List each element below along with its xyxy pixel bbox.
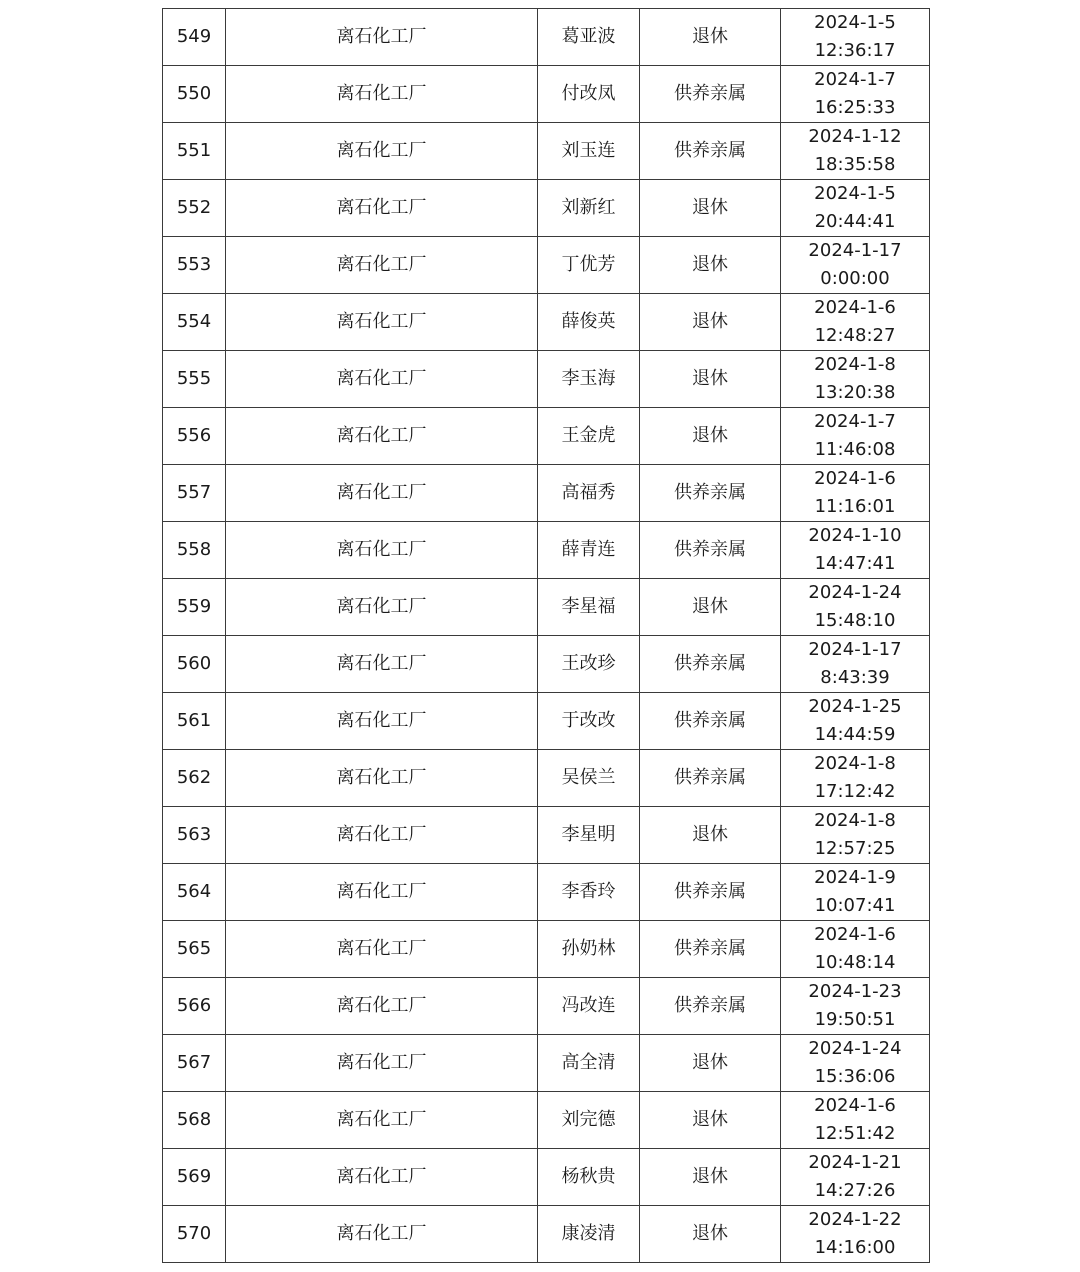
datetime-cell (781, 864, 930, 921)
type-cell: 供养亲属 (640, 750, 781, 807)
row-number-cell: 557 (163, 465, 226, 522)
time-text: 14:16:00 (814, 1237, 896, 1258)
unit-cell: 离石化工厂 (226, 636, 538, 693)
row-number-cell: 552 (163, 180, 226, 237)
unit-cell: 离石化工厂 (226, 807, 538, 864)
date-text: 2024-1-8 (814, 810, 896, 831)
type-cell: 退休 (640, 807, 781, 864)
type-cell: 退休 (640, 1092, 781, 1149)
unit-cell: 离石化工厂 (226, 1149, 538, 1206)
name-cell: 李星福 (538, 579, 640, 636)
row-number-cell: 558 (163, 522, 226, 579)
datetime-cell (781, 123, 930, 180)
table-row (163, 636, 930, 693)
roster-table (162, 8, 930, 1263)
row-number-cell: 569 (163, 1149, 226, 1206)
date-text: 2024-1-21 (808, 1152, 902, 1173)
unit-cell: 离石化工厂 (226, 693, 538, 750)
table-row (163, 693, 930, 750)
name-cell: 王改珍 (538, 636, 640, 693)
date-text: 2024-1-6 (814, 468, 896, 489)
datetime-cell (781, 1206, 930, 1263)
type-cell: 退休 (640, 1035, 781, 1092)
datetime-cell (781, 921, 930, 978)
unit-cell: 离石化工厂 (226, 294, 538, 351)
name-cell: 高福秀 (538, 465, 640, 522)
unit-cell: 离石化工厂 (226, 921, 538, 978)
time-text: 11:46:08 (814, 439, 896, 460)
time-text: 14:44:59 (814, 724, 896, 745)
row-number-cell: 551 (163, 123, 226, 180)
name-cell: 李玉海 (538, 351, 640, 408)
datetime-cell (781, 465, 930, 522)
datetime-cell (781, 1149, 930, 1206)
unit-cell: 离石化工厂 (226, 579, 538, 636)
type-cell: 退休 (640, 9, 781, 66)
type-cell: 供养亲属 (640, 522, 781, 579)
time-text: 12:51:42 (814, 1123, 896, 1144)
datetime-cell (781, 351, 930, 408)
time-text: 10:48:14 (814, 952, 896, 973)
datetime-cell (781, 408, 930, 465)
time-text: 20:44:41 (814, 211, 896, 232)
type-cell: 供养亲属 (640, 978, 781, 1035)
time-text: 11:16:01 (814, 496, 896, 517)
time-text: 8:43:39 (820, 667, 890, 688)
row-number-cell: 550 (163, 66, 226, 123)
name-cell: 付改凤 (538, 66, 640, 123)
name-cell: 康凌清 (538, 1206, 640, 1263)
table-row (163, 9, 930, 66)
row-number-cell: 554 (163, 294, 226, 351)
date-text: 2024-1-24 (808, 1038, 902, 1059)
datetime-cell (781, 1092, 930, 1149)
datetime-cell (781, 9, 930, 66)
name-cell: 薛俊英 (538, 294, 640, 351)
row-number-cell: 559 (163, 579, 226, 636)
datetime-cell (781, 807, 930, 864)
row-number-cell: 549 (163, 9, 226, 66)
unit-cell: 离石化工厂 (226, 9, 538, 66)
row-number-cell: 563 (163, 807, 226, 864)
unit-cell: 离石化工厂 (226, 750, 538, 807)
date-text: 2024-1-5 (814, 12, 896, 33)
date-text: 2024-1-24 (808, 582, 902, 603)
type-cell: 供养亲属 (640, 66, 781, 123)
date-text: 2024-1-6 (814, 1095, 896, 1116)
table-row (163, 921, 930, 978)
time-text: 12:57:25 (814, 838, 896, 859)
name-cell: 刘玉连 (538, 123, 640, 180)
datetime-cell (781, 66, 930, 123)
time-text: 12:48:27 (814, 325, 896, 346)
name-cell: 薛青连 (538, 522, 640, 579)
date-text: 2024-1-17 (808, 639, 902, 660)
time-text: 17:12:42 (814, 781, 896, 802)
type-cell: 供养亲属 (640, 465, 781, 522)
date-text: 2024-1-7 (814, 69, 896, 90)
type-cell: 退休 (640, 1206, 781, 1263)
table-row (163, 465, 930, 522)
name-cell: 刘新红 (538, 180, 640, 237)
time-text: 14:47:41 (814, 553, 896, 574)
type-cell: 退休 (640, 294, 781, 351)
date-text: 2024-1-8 (814, 753, 896, 774)
time-text: 13:20:38 (814, 382, 896, 403)
name-cell: 李星明 (538, 807, 640, 864)
table-row (163, 66, 930, 123)
table-row (163, 864, 930, 921)
datetime-cell (781, 294, 930, 351)
name-cell: 冯改连 (538, 978, 640, 1035)
datetime-cell (781, 1035, 930, 1092)
type-cell: 退休 (640, 1149, 781, 1206)
name-cell: 高全清 (538, 1035, 640, 1092)
date-text: 2024-1-8 (814, 354, 896, 375)
unit-cell: 离石化工厂 (226, 351, 538, 408)
date-text: 2024-1-6 (814, 297, 896, 318)
row-number-cell: 570 (163, 1206, 226, 1263)
table-row (163, 1149, 930, 1206)
name-cell: 吴侯兰 (538, 750, 640, 807)
table-row (163, 294, 930, 351)
type-cell: 退休 (640, 351, 781, 408)
unit-cell: 离石化工厂 (226, 408, 538, 465)
row-number-cell: 568 (163, 1092, 226, 1149)
name-cell: 丁优芳 (538, 237, 640, 294)
type-cell: 退休 (640, 180, 781, 237)
date-text: 2024-1-17 (808, 240, 902, 261)
row-number-cell: 553 (163, 237, 226, 294)
time-text: 18:35:58 (814, 154, 896, 175)
type-cell: 供养亲属 (640, 636, 781, 693)
time-text: 16:25:33 (814, 97, 896, 118)
datetime-cell (781, 693, 930, 750)
datetime-cell (781, 750, 930, 807)
unit-cell: 离石化工厂 (226, 1092, 538, 1149)
table-row (163, 237, 930, 294)
row-number-cell: 556 (163, 408, 226, 465)
name-cell: 杨秋贵 (538, 1149, 640, 1206)
row-number-cell: 565 (163, 921, 226, 978)
table-row (163, 522, 930, 579)
name-cell: 于改改 (538, 693, 640, 750)
unit-cell: 离石化工厂 (226, 864, 538, 921)
datetime-cell (781, 978, 930, 1035)
table-row (163, 1092, 930, 1149)
type-cell: 供养亲属 (640, 123, 781, 180)
datetime-cell (781, 579, 930, 636)
time-text: 15:48:10 (814, 610, 896, 631)
time-text: 15:36:06 (814, 1066, 896, 1087)
table-row (163, 579, 930, 636)
time-text: 19:50:51 (814, 1009, 896, 1030)
table-row (163, 123, 930, 180)
date-text: 2024-1-7 (814, 411, 896, 432)
datetime-cell (781, 237, 930, 294)
name-cell: 王金虎 (538, 408, 640, 465)
unit-cell: 离石化工厂 (226, 180, 538, 237)
roster-table-body (163, 9, 930, 1263)
row-number-cell: 555 (163, 351, 226, 408)
unit-cell: 离石化工厂 (226, 66, 538, 123)
type-cell: 退休 (640, 579, 781, 636)
type-cell: 退休 (640, 237, 781, 294)
row-number-cell: 566 (163, 978, 226, 1035)
date-text: 2024-1-25 (808, 696, 902, 717)
type-cell: 退休 (640, 408, 781, 465)
unit-cell: 离石化工厂 (226, 522, 538, 579)
name-cell: 李香玲 (538, 864, 640, 921)
table-row (163, 351, 930, 408)
row-number-cell: 567 (163, 1035, 226, 1092)
row-number-cell: 561 (163, 693, 226, 750)
row-number-cell: 560 (163, 636, 226, 693)
time-text: 0:00:00 (820, 268, 890, 289)
table-row (163, 750, 930, 807)
datetime-cell (781, 180, 930, 237)
date-text: 2024-1-10 (808, 525, 902, 546)
datetime-cell (781, 636, 930, 693)
name-cell: 孙奶林 (538, 921, 640, 978)
type-cell: 供养亲属 (640, 693, 781, 750)
unit-cell: 离石化工厂 (226, 1035, 538, 1092)
table-row (163, 1206, 930, 1263)
date-text: 2024-1-22 (808, 1209, 902, 1230)
name-cell: 刘完德 (538, 1092, 640, 1149)
time-text: 10:07:41 (814, 895, 896, 916)
unit-cell: 离石化工厂 (226, 465, 538, 522)
type-cell: 供养亲属 (640, 921, 781, 978)
type-cell: 供养亲属 (640, 864, 781, 921)
row-number-cell: 564 (163, 864, 226, 921)
unit-cell: 离石化工厂 (226, 1206, 538, 1263)
date-text: 2024-1-5 (814, 183, 896, 204)
time-text: 14:27:26 (814, 1180, 896, 1201)
table-row (163, 978, 930, 1035)
name-cell: 葛亚波 (538, 9, 640, 66)
time-text: 12:36:17 (814, 40, 896, 61)
table-row (163, 1035, 930, 1092)
table-row (163, 408, 930, 465)
table-row (163, 180, 930, 237)
unit-cell: 离石化工厂 (226, 237, 538, 294)
date-text: 2024-1-12 (808, 126, 902, 147)
table-row (163, 807, 930, 864)
unit-cell: 离石化工厂 (226, 978, 538, 1035)
row-number-cell: 562 (163, 750, 226, 807)
unit-cell: 离石化工厂 (226, 123, 538, 180)
date-text: 2024-1-9 (814, 867, 896, 888)
date-text: 2024-1-23 (808, 981, 902, 1002)
date-text: 2024-1-6 (814, 924, 896, 945)
datetime-cell (781, 522, 930, 579)
